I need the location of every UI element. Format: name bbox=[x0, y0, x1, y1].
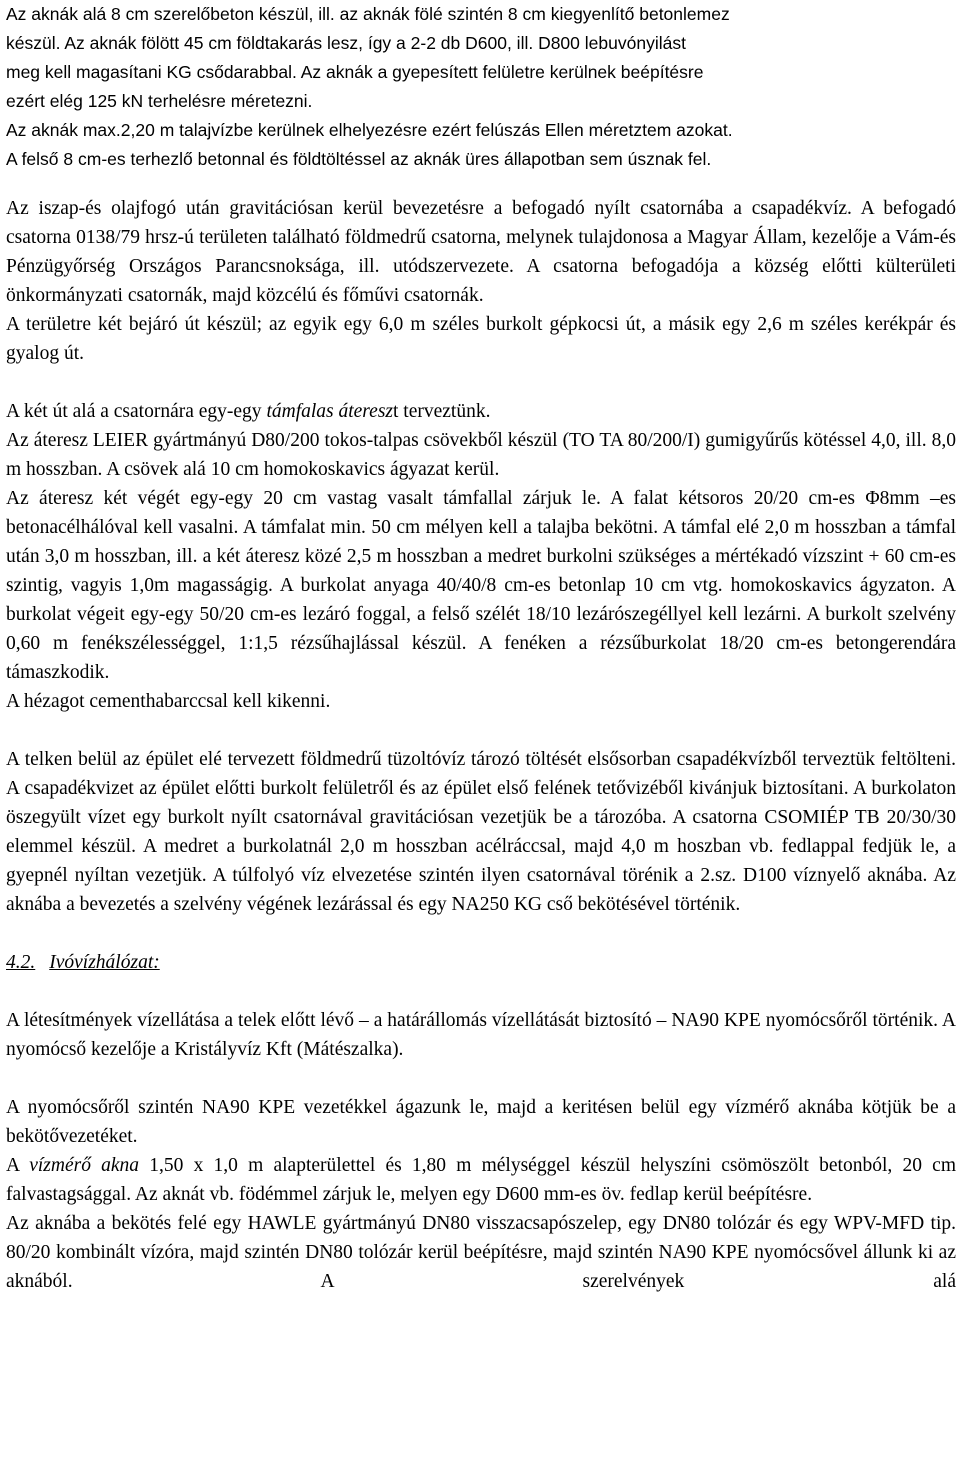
paragraph-iszap-olajfogo: Az iszap-és olajfogó után gravitációsan kerül bevezetésre a befogadó nyílt csatornába a csapadékvíz. A befogadó csatorna 0138/79 hrsz-ú területen található földmedrű csatorna, melynek tulajdonosa a Magyar Állam, kezelője a Vám-és Pénzügyőrség Országos Parancsnoksága, ill. utódszervezete. A csatorna befogadója a község előtti külterületi önkormányzati csatornák, majd közcélú és főművi csatornák. bbox=[6, 198, 956, 306]
text-run: t terveztünk. bbox=[393, 401, 491, 422]
paragraph-leier-atereszt: Az áteresz LEIER gyártmányú D80/200 tokos-talpas csövekből készül (TO TA 80/200/I) gumigyűrűs kötéssel 4,0, ill. 8,0 m hosszban. A csövek alá 10 cm homokoskavics ágyazat kerül. bbox=[6, 430, 956, 480]
text-line: Az aknák max.2,20 m talajvízbe kerülnek elhelyezésre ezért felúszás Ellen méretztem azokat. bbox=[6, 120, 733, 140]
section-number: 4.2. bbox=[6, 952, 36, 973]
section-title: Ivóvízhálózat: bbox=[49, 952, 160, 973]
text-run: 1,50 x 1,0 m alapterülettel és 1,80 m mélységgel készül helyszíni csömöszölt betonból, 20 cm falvastagsággal. Az aknát vb. födémmel zárjuk le, melyen egy D600 mm-es öv. fedlap kerül beépítésre. bbox=[6, 1155, 956, 1205]
paragraph-vizellatas: A létesítmények vízellátása a telek előtt lévő – a határállomás vízellátását biztosító – NA90 KPE nyomócsőről történik. A nyomócső kezelője a Kristályvíz Kft (Mátészalka). bbox=[6, 1010, 956, 1060]
text-line: Az aknák alá 8 cm szerelőbeton készül, ill. az aknák fölé szintén 8 cm kiegyenlítő betonlemez bbox=[6, 4, 730, 24]
paragraph-hezag: A hézagot cementhabarccsal kell kikenni. bbox=[6, 691, 331, 712]
document-page bbox=[6, 0, 956, 1296]
text-line: ezért elég 125 kN terhelésre méretezni. bbox=[6, 91, 313, 111]
section-heading-ivovizhalozat bbox=[6, 948, 956, 977]
text-run: A két út alá a csatornára egy-egy bbox=[6, 401, 267, 422]
text-line: A felső 8 cm-es terhezlő betonnal és földtöltéssel az aknák üres állapotban sem úsznak fel. bbox=[6, 149, 712, 169]
paragraph-hawle-szerelvenyek: Az aknába a bekötés felé egy HAWLE gyártmányú DN80 visszacsapószelep, egy DN80 tolózár és egy WPV-MFD tip. 80/20 kombinált vízóra, majd szintén DN80 tolózár kerül beépítésre, majd szintén NA90 KPE nyomócsővel állunk ki az aknából. A szerelvények alá bbox=[6, 1213, 956, 1292]
akna-paragraph-block bbox=[6, 0, 956, 174]
paragraph-atereszt-vegei: Az áteresz két végét egy-egy 20 cm vastag vasalt támfallal zárjuk le. A falat kétsoros 20/20 cm-es Φ8mm –es betonacélhálóval kell vasalni. A támfalat min. 50 cm mélyen kell a talajba bekötni. A támfal elé 2,0 m hosszban a támfal után 3,0 m hosszban, ill. a két áteresz közé 2,5 m hosszban a medret burkolni szükséges a mértékadó vízszint + 60 cm-es szintig, vagyis 1,0m magasságig. A burkolat anyaga 40/40/8 cm-es betonlap 10 cm vtg. homokoskavics ágyzaton. A burkolat végeit egy-egy 50/20 cm-es lezáró foggal, a felső szélét 18/10 lezárószegéllyel kell lezárni. A burkolt szelvény 0,60 m fenékszélességgel, 1:1,5 rézsűhajlással készül. A fenéken a rézsűburkolat 18/20 cm-es betongerendára támaszkodik. bbox=[6, 488, 956, 683]
text-line: meg kell magasítani KG csődarabbal. Az aknák a gyepesített felületre kerülnek beépítésre bbox=[6, 62, 704, 82]
italic-term: vízmérő akna bbox=[29, 1155, 140, 1176]
text-run: A bbox=[6, 1155, 30, 1176]
text-line: készül. Az aknák fölött 45 cm földtakarás lesz, így a 2-2 db D600, ill. D800 lebuvónyilást bbox=[6, 33, 686, 53]
paragraph-nyomocso: A nyomócsőről szintén NA90 KPE vezetékkel ágazunk le, majd a keritésen belül egy vízmérő aknába kötjük be a bekötővezetéket. bbox=[6, 1097, 956, 1147]
paragraph-bejaro-ut: A területre két bejáró út készül; az egyik egy 6,0 m széles burkolt gépkocsi út, a másik egy 2,6 m széles kerékpár és gyalog út. bbox=[6, 314, 956, 364]
italic-term: támfalas áteresz bbox=[266, 401, 394, 422]
paragraph-vizmero-akna bbox=[6, 1151, 956, 1209]
paragraph-tamfalas-atereszt bbox=[6, 397, 956, 426]
paragraph-tuzoltoviz-tarozo: A telken belül az épület elé tervezett földmedrű tüzoltóvíz tározó töltését elsősorban csapadékvízből terveztük feltölteni. A csapadékvizet az épület előtti burkolt felületről és az épület első felének tetővizéből kivánjuk biztosítani. A burkolaton öszegyült vízet egy burkolt nyílt csatornával gravitációsan vezetjük be a tározóba. A csatorna CSOMIÉP TB 20/30/30 elemmel készül. A medret a burkolatnál 2,0 m hosszban acélráccsal, majd 4,0 m hoszban vb. fedlappal fedjük le, a gyepnél nyíltan vezetjük. A túlfolyó víz elvezetése szintén ilyen csatornával törénik a 2.sz. D100 víznyelő aknába. Az aknába a bevezetés a szelvény végének lezárással és egy NA250 KG cső bekötésével történik. bbox=[6, 749, 956, 915]
